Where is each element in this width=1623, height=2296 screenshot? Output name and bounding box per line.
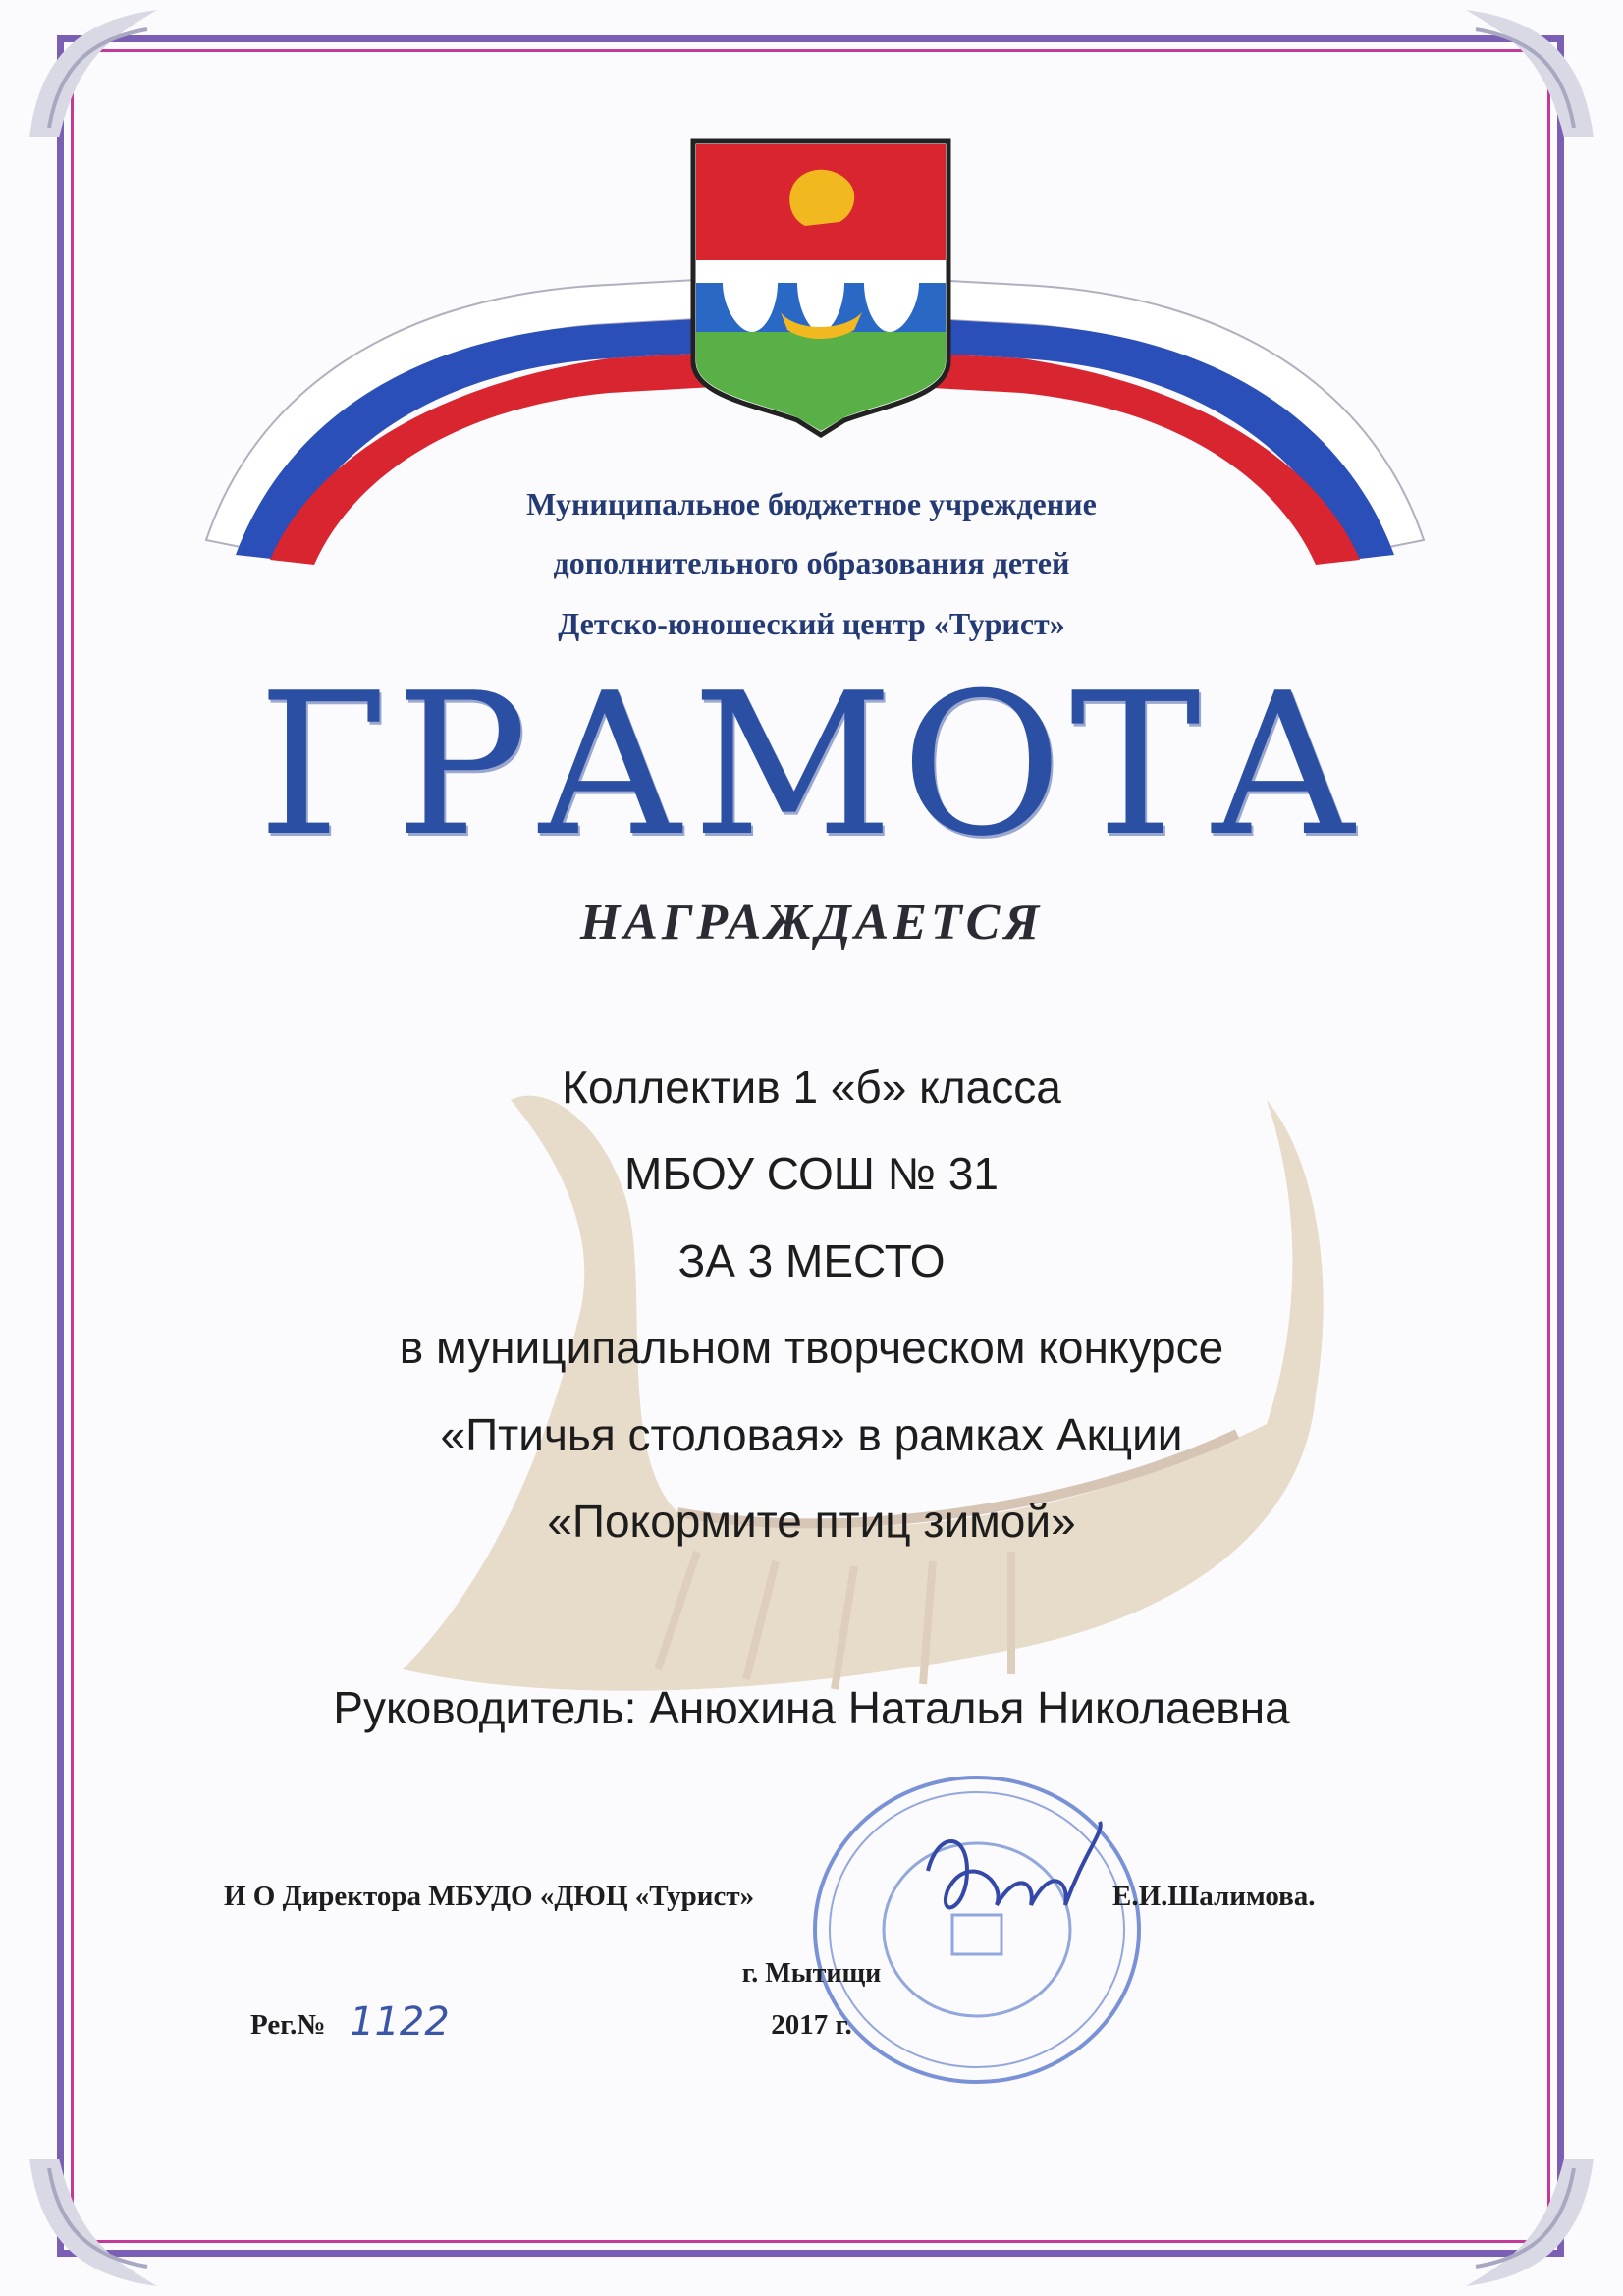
corner-ornament-icon: [20, 0, 167, 147]
city: г. Мытищи: [741, 1958, 882, 1989]
registration-label: Рег.№: [250, 2009, 326, 2041]
signatory-position: И О Директора МБУДО «ДЮЦ «Турист»: [224, 1881, 755, 1912]
registration-number: 1122: [350, 1999, 450, 2045]
leader-line: Руководитель: Анюхина Наталья Николаевна: [333, 1682, 1290, 1733]
award-contest-line-2: «Птичья столовая» в рамках Акции: [440, 1409, 1183, 1460]
organization-line-3: Детско-юношеский центр «Турист»: [558, 606, 1065, 641]
signatory-name: Е.И.Шалимова.: [1112, 1881, 1316, 1912]
organization-line-2: дополнительного образования детей: [553, 545, 1070, 580]
award-contest-line-1: в муниципальном творческом конкурсе: [399, 1322, 1224, 1373]
certificate-title: ГРАМОТА: [257, 651, 1366, 880]
handwritten-signature-icon: [908, 1812, 1114, 1949]
certificate-subtitle: НАГРАЖДАЕТСЯ: [579, 895, 1044, 951]
award-place: ЗА 3 МЕСТО: [677, 1235, 946, 1286]
coat-of-arms-icon: [687, 136, 954, 440]
corner-ornament-icon: [1456, 2149, 1603, 2296]
organization-line-1: Муниципальное бюджетное учреждение: [526, 486, 1097, 521]
year: 2017 г.: [771, 2009, 852, 2041]
corner-ornament-icon: [1456, 0, 1603, 147]
award-contest-line-3: «Покормите птиц зимой»: [547, 1496, 1076, 1547]
award-recipient: Коллектив 1 «б» класса: [562, 1062, 1061, 1113]
award-school: МБОУ СОШ № 31: [624, 1148, 999, 1199]
corner-ornament-icon: [20, 2149, 167, 2296]
